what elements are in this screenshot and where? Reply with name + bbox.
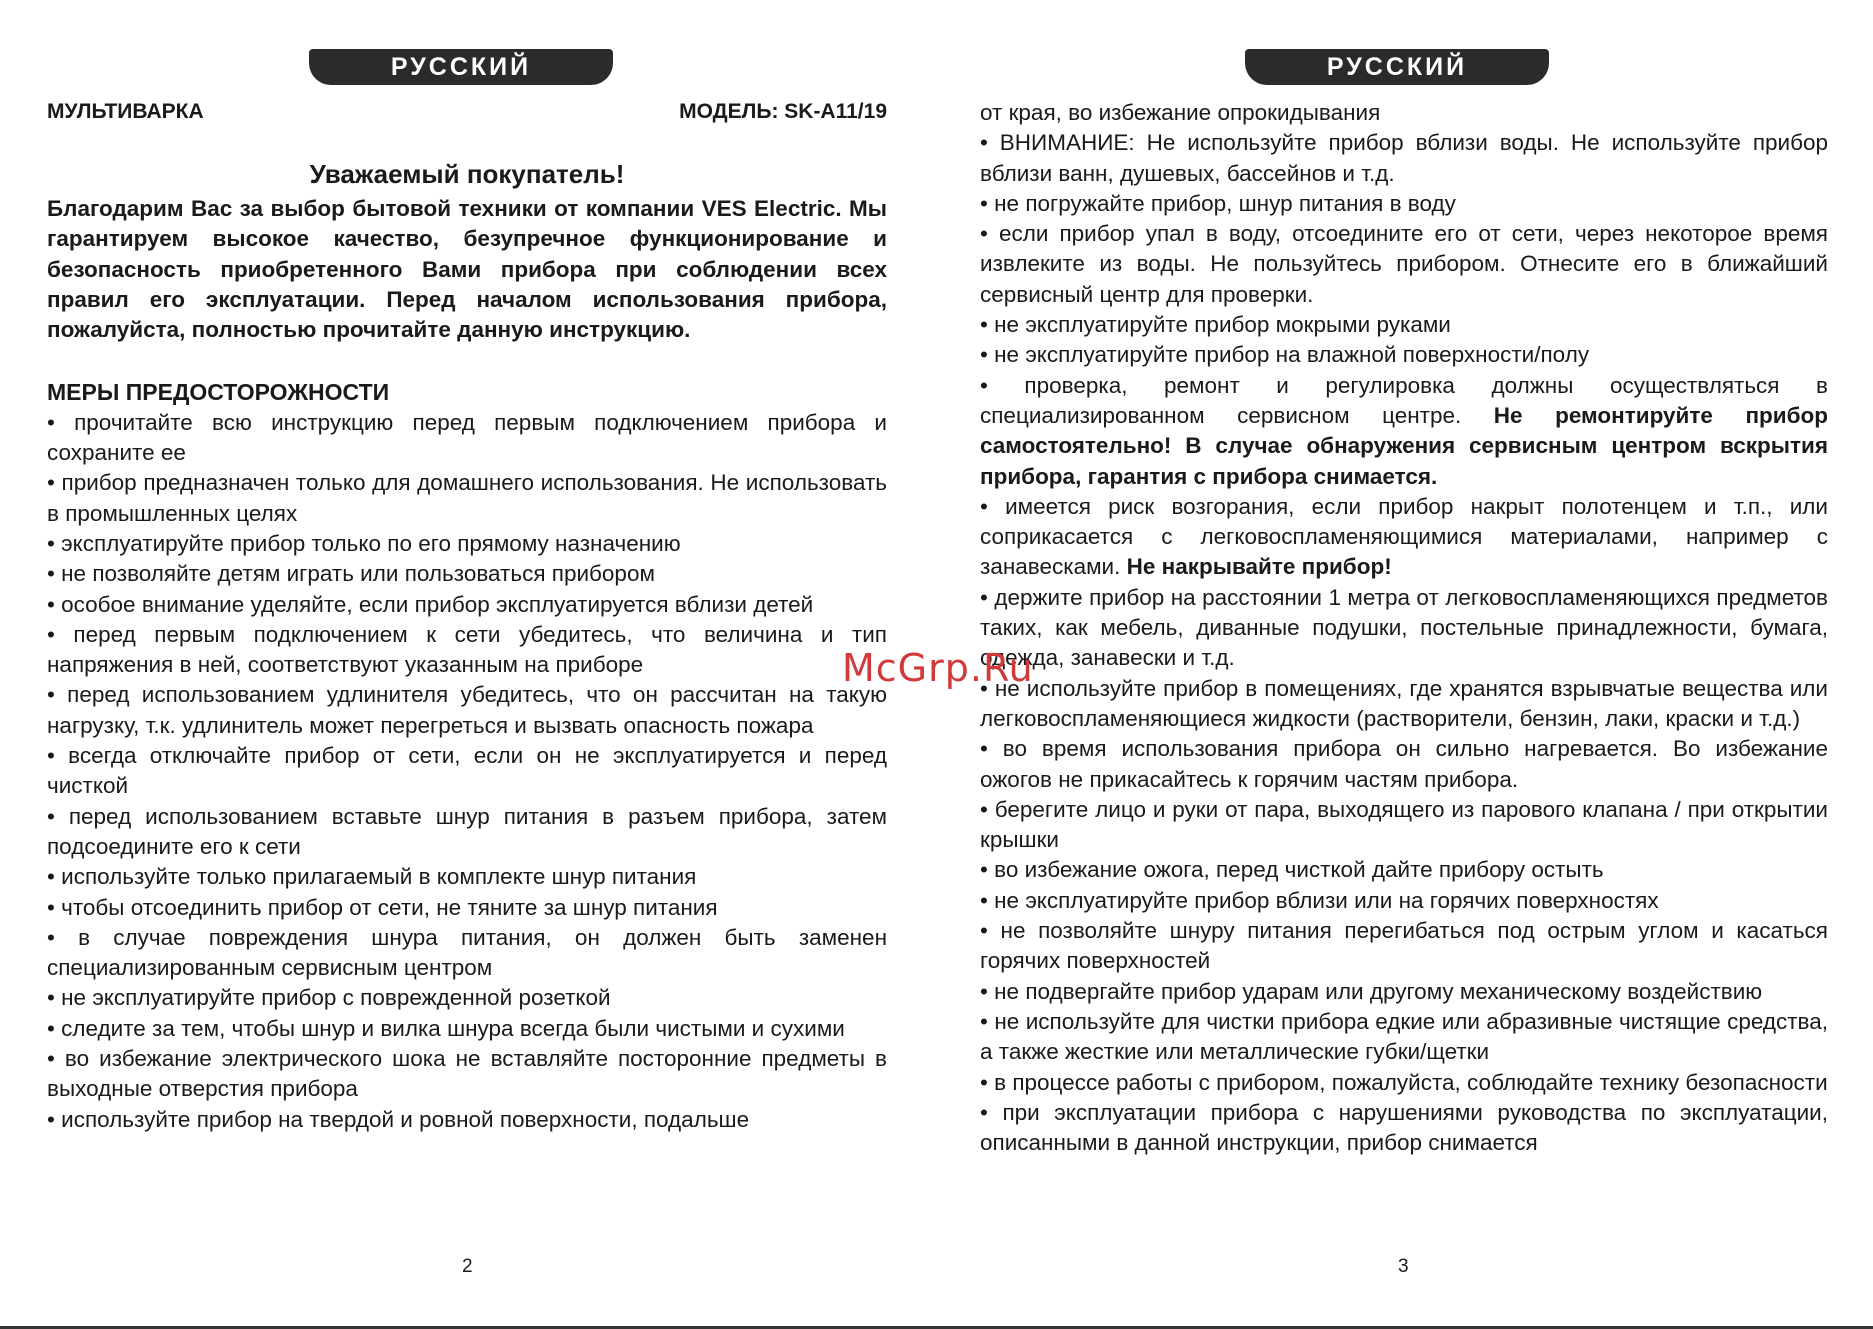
list-item bbox=[980, 371, 1828, 492]
list-item bbox=[980, 128, 1828, 189]
list-item: • используйте прибор на твердой и ровной поверхности, подальше bbox=[47, 1106, 750, 1132]
list-item bbox=[980, 1007, 1828, 1068]
list-item bbox=[980, 734, 1828, 795]
list-item: • в случае повреждения шнура питания, он должен быть заменен специализированным сервисным центром bbox=[47, 924, 887, 981]
list-item-text: • в процессе работы с прибором, пожалуйста, соблюдайте технику безопасности bbox=[980, 1069, 1828, 1095]
list-item-warning: Не ремонтируйте прибор самостоятельно! В случае обнаружения сервисным центром вскрытия прибора, гарантия с прибора снимается. bbox=[980, 402, 1828, 489]
list-item bbox=[980, 977, 1828, 1007]
list-item bbox=[980, 583, 1828, 674]
list-item-text: • не эксплуатируйте прибор на влажной поверхности/полу bbox=[980, 342, 1590, 368]
list-item: • следите за тем, чтобы шнур и вилка шнура всегда были чистыми и сухими bbox=[47, 1015, 845, 1041]
precautions-list bbox=[47, 408, 887, 1135]
list-item bbox=[980, 795, 1828, 856]
list-item: • прочитайте всю инструкцию перед первым подключением прибора и сохраните ее bbox=[47, 409, 887, 466]
list-item: • всегда отключайте прибор от сети, если он не эксплуатируется и перед чисткой bbox=[47, 743, 887, 799]
list-item bbox=[980, 492, 1828, 583]
list-item: • во избежание электрического шока не вставляйте посторонние предметы в выходные отверстия прибора bbox=[47, 1046, 887, 1102]
list-item-text: • во избежание ожога, перед чисткой дайте прибору остыть bbox=[980, 857, 1604, 883]
precautions-list-continued bbox=[980, 98, 1828, 1158]
list-item: • эксплуатируйте прибор только по его прямому назначению bbox=[47, 530, 681, 556]
list-item-text: • не эксплуатируйте прибор вблизи или на горячих поверхностях bbox=[980, 887, 1659, 913]
page-number: 2 bbox=[462, 1256, 473, 1277]
list-item: • перед использованием удлинителя убедитесь, что он рассчитан на такую нагрузку, т.к. удлинитель может перегреться и вызвать опасность пожара bbox=[47, 682, 887, 738]
list-item-text: • имеется риск возгорания, если прибор накрыт полотенцем и т.п., или соприкасается с легковоспламеняющимися материалами, например с занавесками. bbox=[980, 493, 1828, 580]
list-item: • прибор предназначен только для домашнего использования. Не использовать в промышленных целях bbox=[47, 470, 887, 526]
product-name: МУЛЬТИВАРКА bbox=[47, 100, 204, 123]
language-tab: РУССКИЙ bbox=[1245, 49, 1549, 85]
list-item: • особое внимание уделяйте, если прибор эксплуатируется вблизи детей bbox=[47, 591, 814, 617]
list-item bbox=[980, 340, 1828, 370]
list-item: • перед первым подключением к сети убедитесь, что величина и тип напряжения в ней, соответствуют указанным на приборе bbox=[47, 621, 887, 678]
left-content bbox=[47, 158, 887, 1135]
list-item-text: • не позволяйте шнуру питания перегибаться под острым углом и касаться горячих поверхностей bbox=[980, 918, 1828, 974]
page-number: 3 bbox=[1398, 1256, 1409, 1277]
list-item-text: • не эксплуатируйте прибор мокрыми руками bbox=[980, 312, 1451, 338]
list-item bbox=[980, 189, 1828, 219]
list-item bbox=[980, 674, 1828, 735]
list-item-text: • во время использования прибора он сильно нагревается. Во избежание ожогов не прикасайтесь к горячим частям прибора. bbox=[980, 736, 1828, 792]
list-item-text: • не погружайте прибор, шнур питания в воду bbox=[980, 190, 1456, 216]
list-item: • перед использованием вставьте шнур питания в разъем прибора, затем подсоедините его к сети bbox=[47, 803, 887, 859]
section-title: МЕРЫ ПРЕДОСТОРОЖНОСТИ bbox=[47, 379, 390, 406]
greeting-heading: Уважаемый покупатель! bbox=[309, 159, 625, 189]
list-item-text: • не используйте для чистки прибора едкие или абразивные чистящие средства, а также жесткие или металлические губки/щетки bbox=[980, 1008, 1828, 1065]
list-item: • используйте только прилагаемый в комплекте шнур питания bbox=[47, 864, 697, 890]
right-content bbox=[980, 98, 1828, 1158]
list-item-warning: Не накрывайте прибор! bbox=[1126, 554, 1392, 580]
language-tab: РУССКИЙ bbox=[309, 49, 613, 85]
list-item bbox=[980, 219, 1828, 310]
list-item bbox=[980, 916, 1828, 977]
list-item-text: • проверка, ремонт и регулировка должны осуществляться в специализированном сервисном центре. bbox=[980, 372, 1828, 428]
list-item bbox=[980, 886, 1828, 916]
list-item: • чтобы отсоединить прибор от сети, не тяните за шнур питания bbox=[47, 894, 718, 920]
list-item bbox=[980, 1068, 1828, 1098]
list-item-text: • держите прибор на расстоянии 1 метра от легковоспламеняющихся предметов таких, как мебель, диванные подушки, постельные принадлежности, бумага, одежда, занавески и т.д. bbox=[980, 584, 1828, 671]
list-item bbox=[980, 1098, 1828, 1159]
list-item-text: • если прибор упал в воду, отсоедините его от сети, через некоторое время извлеките из воды. Не пользуйтесь прибором. Отнесите его в ближайший сервисный центр для проверки. bbox=[980, 221, 1828, 307]
list-item-text: • ВНИМАНИЕ: Не используйте прибор вблизи воды. Не используйте прибор вблизи ванн, душевых, бассейнов и т.д. bbox=[980, 130, 1828, 186]
list-item bbox=[980, 855, 1828, 885]
list-item-text: • не подвергайте прибор ударам или другому механическому воздействию bbox=[980, 978, 1763, 1004]
watermark-logo: McGrp.Ru bbox=[842, 646, 1034, 690]
intro-paragraph: Благодарим Вас за выбор бытовой техники от компании VES Electric. Мы гарантируем высокое качество, безупречное функционирование и безопасность приобретенного Вами прибора при соблюдении всех правил его эксплуатации. Перед началом использования прибора, пожалуйста, полностью прочитайте данную инструкцию. bbox=[47, 196, 887, 343]
list-item-text: • не используйте прибор в помещениях, где хранятся взрывчатые вещества или легковоспламеняющиеся жидкости (растворители, бензин, лаки, краски и т.д.) bbox=[980, 675, 1828, 731]
header-row bbox=[47, 100, 887, 124]
list-item-text: • при эксплуатации прибора с нарушениями руководства по эксплуатации, описанными в данной инструкции, прибор снимается bbox=[980, 1099, 1828, 1156]
model-label: МОДЕЛЬ: SK-A11/19 bbox=[679, 100, 887, 123]
list-item bbox=[980, 310, 1828, 340]
list-item-text: • берегите лицо и руки от пара, выходящего из парового клапана / при открытии крышки bbox=[980, 796, 1828, 853]
list-item bbox=[980, 98, 1828, 128]
list-item: • не позволяйте детям играть или пользоваться прибором bbox=[47, 561, 655, 587]
list-item: • не эксплуатируйте прибор с поврежденной розеткой bbox=[47, 985, 611, 1011]
list-item-text: от края, во избежание опрокидывания bbox=[980, 100, 1381, 125]
left-page bbox=[47, 0, 887, 1329]
right-page bbox=[980, 0, 1828, 1329]
